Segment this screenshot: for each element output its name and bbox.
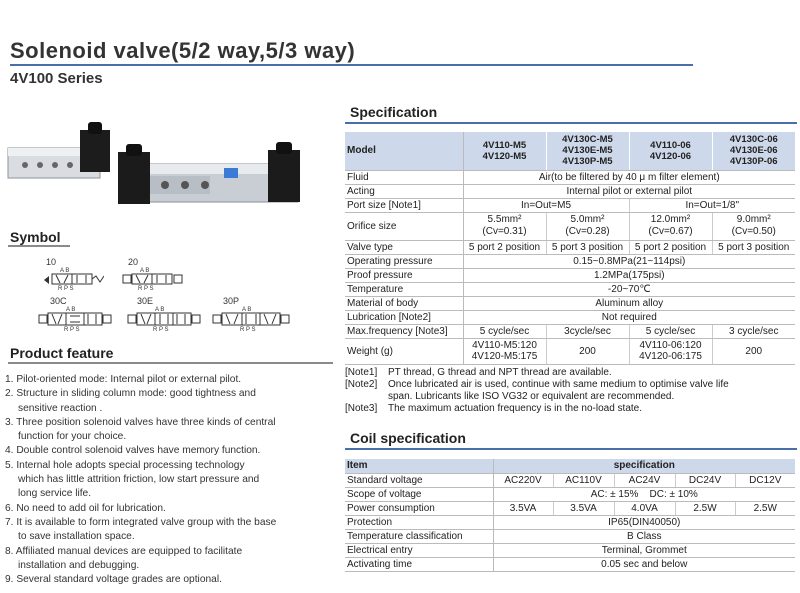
row-value: 200	[712, 338, 795, 364]
specification-heading: Specification	[350, 104, 438, 120]
row-value: AC: ± 15% DC: ± 10%	[493, 487, 795, 501]
product-feature-heading: Product feature	[10, 345, 114, 361]
note-text: PT thread, G thread and NPT thread are available.	[388, 367, 612, 378]
series-title: 4V100 Series	[10, 70, 103, 87]
page-title: Solenoid valve(5/2 way,5/3 way)	[10, 38, 356, 63]
feature-list	[5, 373, 335, 587]
port-size-row	[345, 198, 795, 212]
symbol-label-30e: 30E	[137, 296, 154, 306]
svg-text:R P S: R P S	[58, 286, 74, 291]
row-label: Material of body	[345, 296, 463, 310]
svg-text:R P S: R P S	[64, 327, 80, 332]
feature-line: 9. Several standard voltage grades are optional.	[5, 574, 222, 586]
symbol-label-30p: 30P	[223, 296, 240, 306]
row-value: 0.05 sec and below	[493, 557, 795, 571]
row-value: B Class	[493, 529, 795, 543]
row-label: Fluid	[345, 170, 463, 184]
row-label: Operating pressure	[345, 254, 463, 268]
svg-text:R P S: R P S	[138, 286, 154, 291]
row-value: 9.0mm² (Cv=0.50)	[712, 212, 795, 240]
valve-product-photo	[0, 118, 330, 218]
row-value: Terminal, Grommet	[493, 543, 795, 557]
max-frequency-row	[345, 324, 795, 338]
coil-rule	[345, 448, 797, 450]
row-value: Aluminum alloy	[463, 296, 795, 310]
activating-time-row	[345, 557, 795, 571]
note-tag: [Note1]	[345, 367, 378, 378]
row-label: Proof pressure	[345, 268, 463, 282]
material-row	[345, 296, 795, 310]
feature-line: 5. Internal hole adopts special processing technology	[5, 459, 245, 471]
row-value: 1.2MPa(175psi)	[463, 268, 795, 282]
feature-item	[5, 387, 335, 416]
symbol-diagram-20	[122, 265, 186, 291]
feature-line: 8. Affiliated manual devices are equipped to facilitate	[5, 545, 243, 557]
standard-voltage-row	[345, 473, 795, 487]
note-text: Once lubricated air is used, continue with same medium to optimise valve life span. Lubricants like ISO VG32 or equivalent are recommended.	[388, 379, 729, 402]
row-value: DC12V	[735, 473, 795, 487]
orifice-row	[345, 212, 795, 240]
feature-line: long service life.	[18, 488, 92, 500]
row-value: 3.5VA	[553, 501, 614, 515]
feature-item	[5, 502, 335, 516]
row-value: 5 cycle/sec	[463, 324, 546, 338]
row-value: 5.5mm² (Cv=0.31)	[463, 212, 546, 240]
feature-line: 1. Pilot-oriented mode: Internal pilot or external pilot.	[5, 374, 242, 385]
feature-line: 2. Structure in sliding column mode: good tightness and	[5, 388, 256, 400]
feature-item	[5, 444, 335, 458]
proof-pressure-row	[345, 268, 795, 282]
row-value: 5 port 2 position	[629, 240, 712, 254]
row-value: 4.0VA	[614, 501, 675, 515]
feature-line: 7. It is available to form integrated valve group with the base	[5, 516, 277, 528]
row-value: IP65(DIN40050)	[493, 515, 795, 529]
symbol-label-30c: 30C	[50, 296, 67, 306]
feature-line: sensitive reaction .	[18, 402, 103, 414]
row-value: 4V110-06:120 4V120-06:175	[629, 338, 712, 364]
model-cell: 4V130C-M5 4V130E-M5 4V130P-M5	[546, 132, 629, 170]
symbol-diagram-10	[42, 265, 104, 291]
product-feature-rule	[8, 362, 333, 364]
note-tag: [Note2]	[345, 379, 378, 390]
row-label: Scope of voltage	[345, 487, 493, 501]
row-label: Weight (g)	[345, 338, 463, 364]
svg-text:A B: A B	[66, 307, 76, 313]
feature-item	[5, 545, 335, 574]
feature-line: 4. Double control solenoid valves have memory function.	[5, 445, 261, 457]
item-label: Item	[345, 459, 493, 473]
spec-label: specification	[493, 459, 795, 473]
row-label: Orifice size	[345, 212, 463, 240]
svg-text:A B: A B	[155, 307, 165, 313]
coil-table	[345, 459, 795, 572]
temperature-class-row	[345, 529, 795, 543]
specification-table	[345, 132, 795, 365]
row-value: Not required	[463, 310, 795, 324]
row-value: 2.5W	[735, 501, 795, 515]
temperature-row	[345, 282, 795, 296]
power-consumption-row	[345, 501, 795, 515]
feature-line: to save installation space.	[18, 531, 135, 543]
model-cell: 4V130C-06 4V130E-06 4V130P-06	[712, 132, 795, 170]
symbol-label-20: 20	[128, 257, 139, 267]
model-cell: 4V110-M5 4V120-M5	[463, 132, 546, 170]
row-value: AC220V	[493, 473, 553, 487]
valve-type-row	[345, 240, 795, 254]
row-label: Electrical entry	[345, 543, 493, 557]
svg-text:A B: A B	[242, 307, 252, 313]
feature-line: 6. No need to add oil for lubrication.	[5, 502, 166, 514]
row-label: Max.frequency [Note3]	[345, 324, 463, 338]
feature-line: which has little attrition friction, low start pressure and	[18, 474, 260, 486]
row-value: -20~70℃	[463, 282, 795, 296]
feature-item	[5, 373, 335, 387]
row-value: 5.0mm² (Cv=0.28)	[546, 212, 629, 240]
row-value: 200	[546, 338, 629, 364]
row-value: 5 cycle/sec	[629, 324, 712, 338]
svg-text:R P S: R P S	[240, 327, 256, 332]
row-label: Temperature	[345, 282, 463, 296]
row-label: Valve type	[345, 240, 463, 254]
protection-row	[345, 515, 795, 529]
feature-item	[5, 573, 335, 587]
row-label: Standard voltage	[345, 473, 493, 487]
operating-pressure-row	[345, 254, 795, 268]
row-label: Lubrication [Note2]	[345, 310, 463, 324]
note-text: The maximum actuation frequency is in the no-load state.	[388, 403, 643, 414]
row-value: 4V110-M5:120 4V120-M5:175	[463, 338, 546, 364]
weight-row	[345, 338, 795, 364]
symbol-diagram-30p	[212, 304, 290, 332]
scope-voltage-row	[345, 487, 795, 501]
row-value: AC110V	[553, 473, 614, 487]
lubrication-row	[345, 310, 795, 324]
note-3	[345, 403, 795, 415]
row-value: DC24V	[675, 473, 735, 487]
row-label: Activating time	[345, 557, 493, 571]
row-value: AC24V	[614, 473, 675, 487]
symbol-diagram-30c	[38, 304, 112, 332]
row-label: Port size [Note1]	[345, 198, 463, 212]
row-value: In=Out=M5	[463, 198, 629, 212]
model-label: Model	[345, 132, 463, 170]
row-label: Acting	[345, 184, 463, 198]
row-label: Temperature classification	[345, 529, 493, 543]
row-value: 2.5W	[675, 501, 735, 515]
svg-text:R P S: R P S	[153, 327, 169, 332]
note-1	[345, 367, 795, 379]
symbol-diagram-30e	[127, 304, 201, 332]
row-value: 5 port 2 position	[463, 240, 546, 254]
symbol-rule	[8, 245, 70, 247]
row-value: 3 cycle/sec	[712, 324, 795, 338]
row-value: 0.15~0.8MPa(21~114psi)	[463, 254, 795, 268]
note-tag: [Note3]	[345, 403, 378, 414]
note-2	[345, 379, 795, 403]
row-value: In=Out=1/8"	[629, 198, 795, 212]
electrical-entry-row	[345, 543, 795, 557]
symbol-heading: Symbol	[10, 229, 61, 245]
title-rule	[10, 64, 693, 66]
feature-item	[5, 416, 335, 445]
feature-item	[5, 516, 335, 545]
coil-header-row	[345, 459, 795, 473]
row-value: 3cycle/sec	[546, 324, 629, 338]
row-value: 5 port 3 position	[546, 240, 629, 254]
row-label: Protection	[345, 515, 493, 529]
row-label: Power consumption	[345, 501, 493, 515]
row-value: Internal pilot or external pilot	[463, 184, 795, 198]
svg-text:A B: A B	[60, 268, 70, 274]
row-value: 3.5VA	[493, 501, 553, 515]
model-row	[345, 132, 795, 170]
specification-rule	[345, 122, 797, 124]
row-value: 5 port 3 position	[712, 240, 795, 254]
row-value: 12.0mm² (Cv=0.67)	[629, 212, 712, 240]
row-value: Air(to be filtered by 40 μ m filter element)	[463, 170, 795, 184]
feature-item	[5, 459, 335, 502]
fluid-row	[345, 170, 795, 184]
acting-row	[345, 184, 795, 198]
coil-heading: Coil specification	[350, 430, 466, 446]
svg-text:A B: A B	[140, 268, 150, 274]
model-cell: 4V110-06 4V120-06	[629, 132, 712, 170]
feature-line: installation and debugging.	[18, 559, 140, 571]
feature-line: 3. Three position solenoid valves have three kinds of central	[5, 416, 276, 428]
spec-notes	[345, 367, 795, 415]
feature-line: function for your choice.	[18, 431, 127, 443]
symbol-label-10: 10	[46, 257, 57, 267]
